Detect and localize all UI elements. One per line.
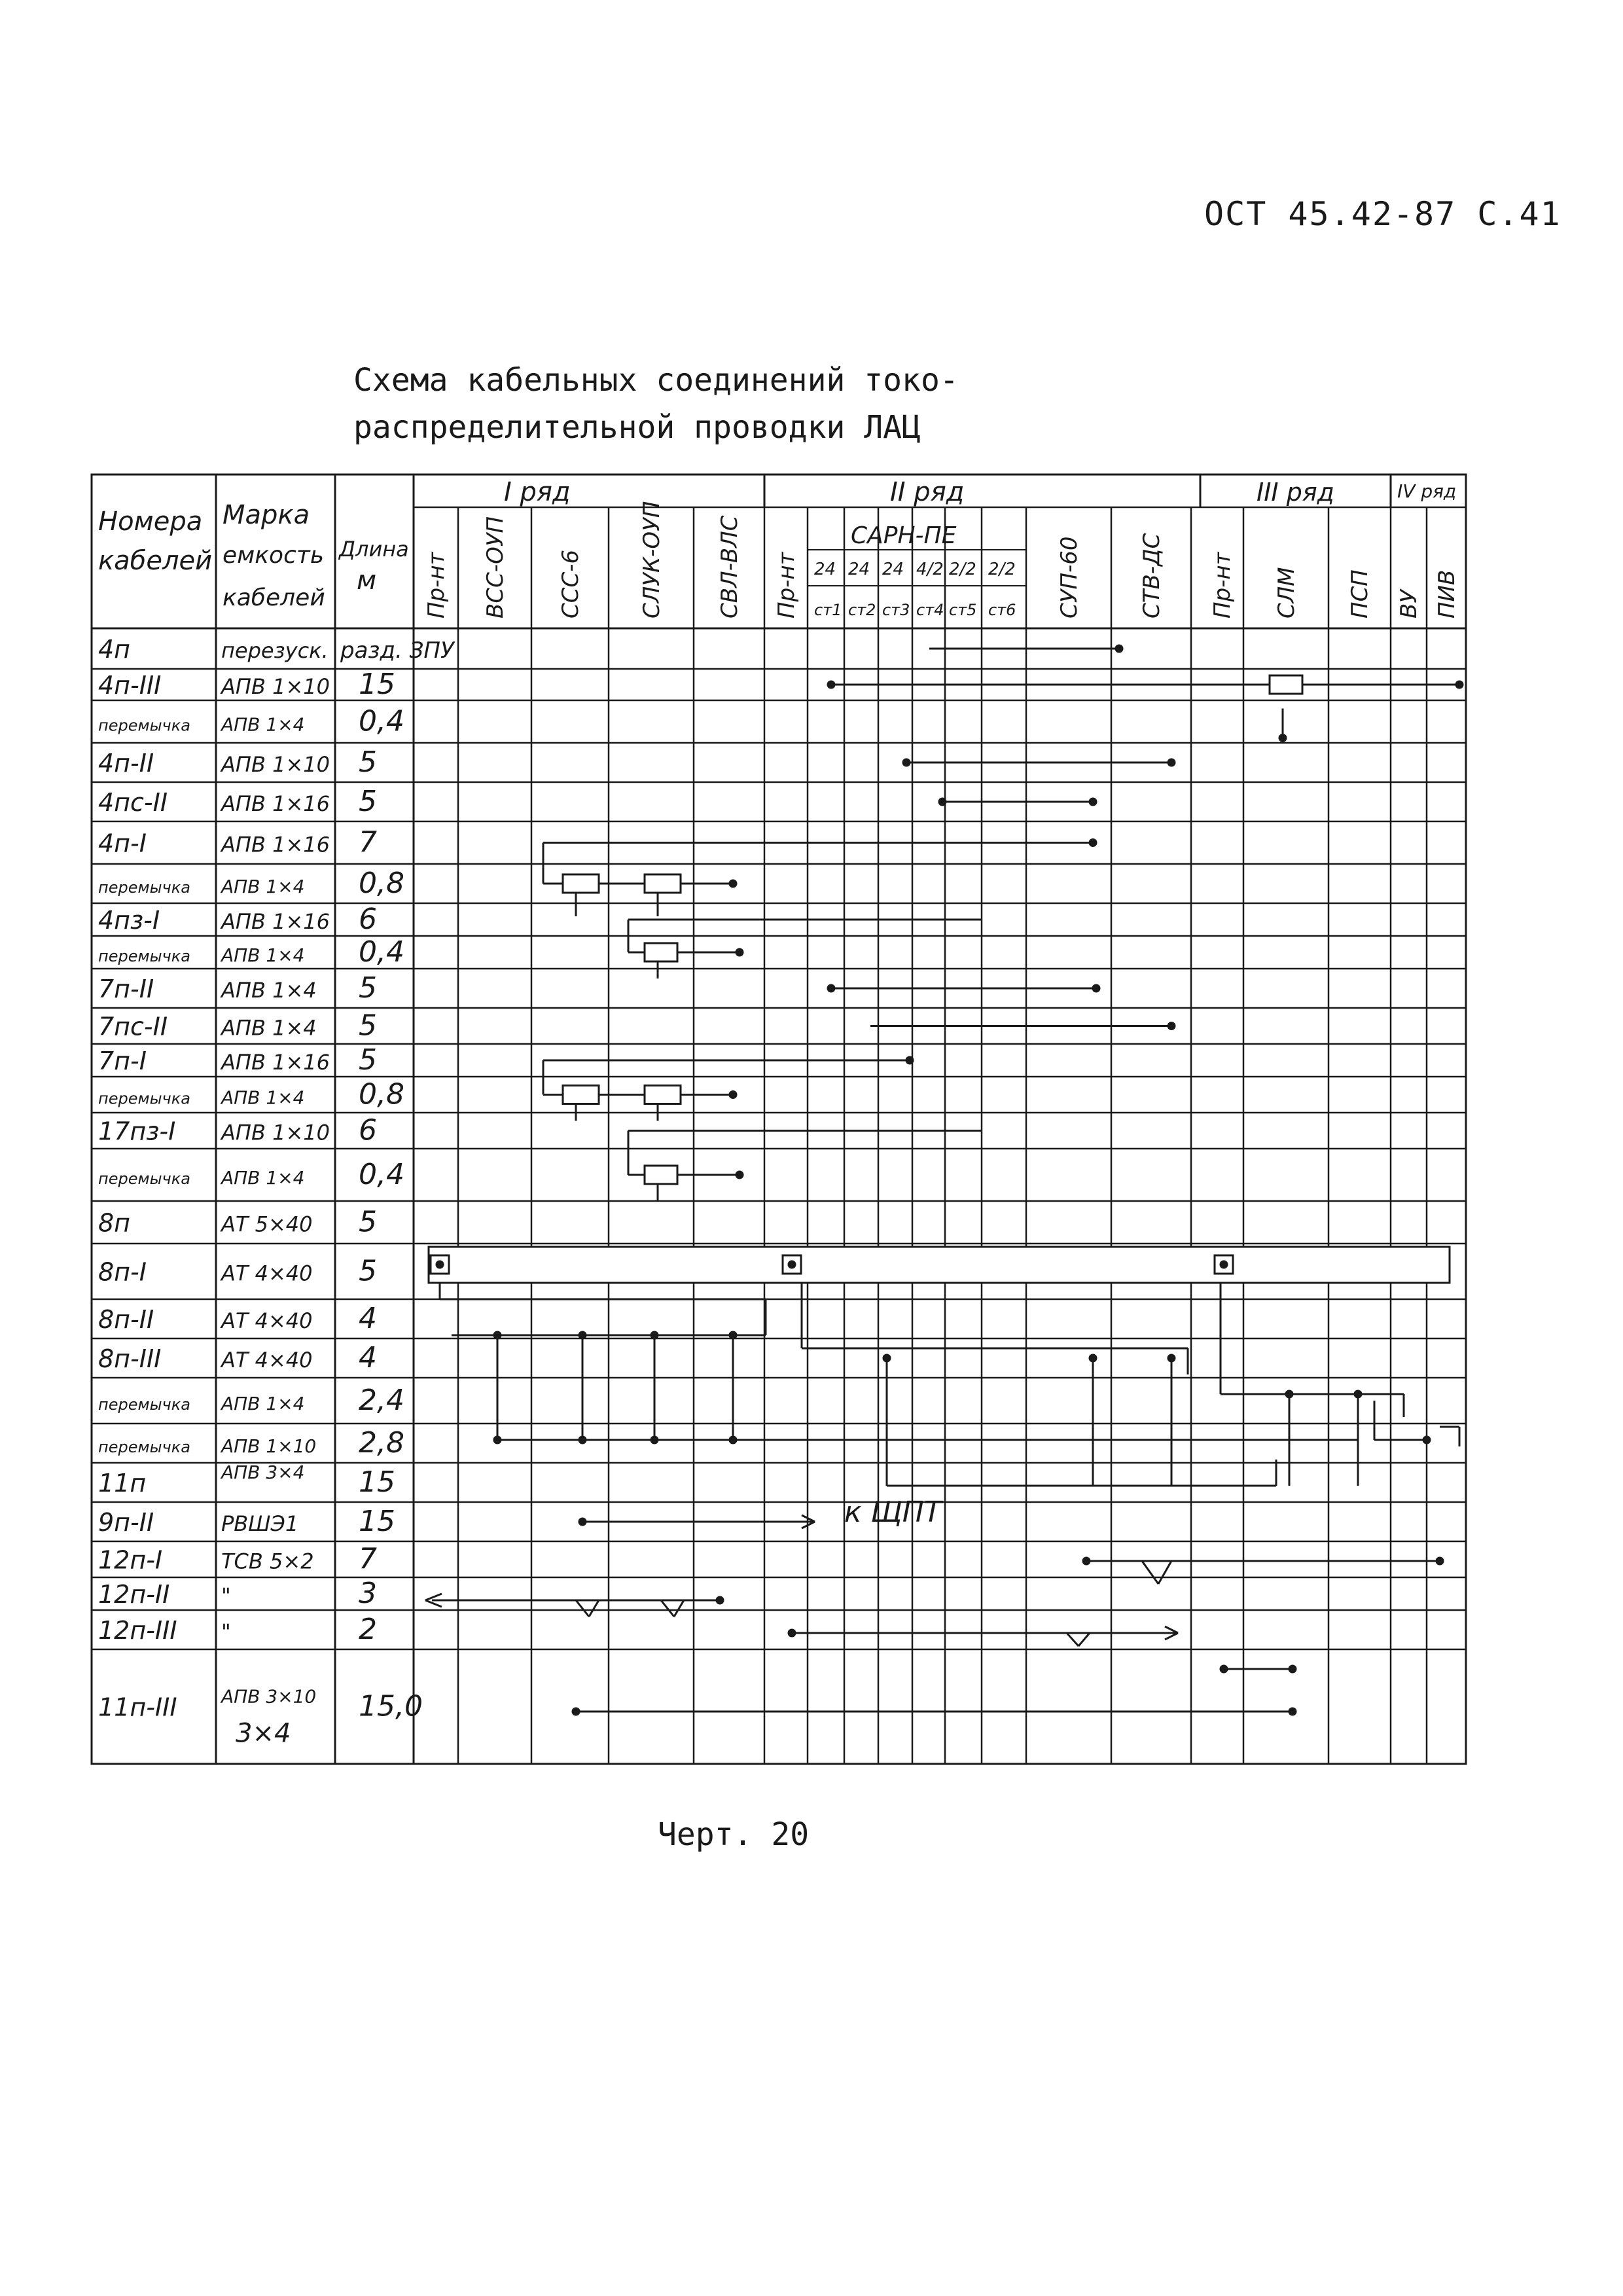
header-column-label: СВЛ-ВЛС [717,515,743,619]
row-length: 2 [359,1613,377,1646]
wire-terminal [1093,985,1099,992]
row-note: разд. ЗПУ [340,637,454,664]
wire [1142,1561,1158,1584]
row-brand: АПВ 3×4 [221,1462,305,1483]
table-headers [98,477,1460,619]
row-cable-number: перемычка [98,1395,190,1414]
wire-terminal [437,1261,443,1268]
row-cable-number: 12п-III [98,1616,177,1645]
row-cable-number: 8п-III [98,1344,162,1373]
row-brand: перезуск. [221,638,329,663]
row-brand: АТ 4×40 [221,1348,313,1372]
row-cable-number: перемычка [98,878,190,897]
wire-terminal [730,880,736,887]
header-column-label: ПИВ [1434,569,1460,619]
row-length: 0,4 [359,1158,404,1191]
wire-terminal [1456,681,1463,688]
header-column-label: Пр-нт [1209,552,1236,619]
row-cable-number: 4п-II [98,749,154,778]
wire [1067,1633,1079,1646]
header-length: м [357,565,377,596]
wire-terminal [1279,735,1286,742]
document-reference: ОСТ 45.42-87 С.41 [1204,195,1561,233]
row-cable-number: 12п-I [98,1545,163,1575]
row-cable-number: перемычка [98,947,190,965]
row-length: 4 [359,1302,377,1335]
row-brand: АПВ 1×4 [221,1167,305,1189]
wire-terminal [883,1355,890,1361]
row-length: 5 [359,745,377,779]
wire-terminal [1289,1708,1296,1715]
header-column-label: СЛУК-ОУП [639,501,665,619]
row-length: 7 [359,1542,377,1576]
row-cable-number: 8п [98,1208,131,1238]
wire-terminal [1168,759,1175,766]
row-length: 0,8 [359,1077,404,1111]
wire-terminal [1083,1558,1090,1564]
row-cable-number: 12п-II [98,1580,170,1609]
row-length: 6 [359,1113,377,1147]
header-sarn-station: ст3 [882,601,910,619]
row-length: 15 [359,668,395,701]
figure-caption: Черт. 20 [658,1816,810,1853]
wire-terminal [579,1518,586,1525]
terminal-block [1270,675,1302,694]
row-length: 3 [359,1577,377,1610]
row-brand: РВШЭ1 [221,1511,299,1536]
row-length: 15 [359,1465,395,1499]
title-line-1: Схема кабельных соединений токо- [353,362,959,399]
wire-terminal [494,1332,501,1338]
wire-terminal [828,681,834,688]
row-brand: АПВ 1×10 [221,752,330,777]
row-cable-number: 7пс-II [98,1012,168,1041]
row-length: 0,8 [359,867,404,900]
row-cable-number: 4п [98,635,131,664]
terminal-block [645,874,681,893]
wire-terminal [906,1057,913,1064]
header-row-3: III ряд [1257,478,1334,507]
header-column-label: СЛМ [1274,567,1300,619]
wire-terminal [1221,1261,1227,1268]
header-column-label: ВУ [1396,589,1422,619]
wire-terminal [1286,1391,1293,1397]
row-brand: АТ 5×40 [221,1211,313,1237]
header-sarn-sub: 24 [814,560,836,579]
terminal-block [563,1086,599,1104]
terminal-block [645,943,677,961]
terminal-block [645,1166,677,1184]
header-column-label: СТВ-ДС [1139,533,1165,619]
header-column-label: СУП-60 [1056,536,1082,619]
row-cable-number: 8п-I [98,1257,147,1287]
row-cable-number: перемычка [98,716,190,735]
row-length: 5 [359,1043,377,1077]
row-brand: АПВ 1×4 [221,1393,305,1414]
wire-terminal [828,985,834,992]
wire [589,1600,599,1617]
wire-terminal [1221,1666,1227,1672]
header-sarn-sub: 4/2 [916,560,944,579]
header-sarn-station: ст6 [988,601,1016,619]
row-cable-number: 4п-I [98,829,147,858]
row-length: 2,8 [359,1426,404,1460]
row-brand: АПВ 3×10 [221,1685,317,1708]
row-length: 5 [359,971,377,1005]
wire-terminal [903,759,910,766]
wire-terminal [1355,1391,1361,1397]
row-length: 0,4 [359,704,404,738]
row-cable-number: 4пс-II [98,788,168,817]
header-sarn: САРН-ПЕ [851,522,957,549]
header-sarn-station: ст1 [814,601,842,619]
row-note-shpt: к ЩПТ [844,1496,942,1529]
row-cable-number: 8п-II [98,1305,154,1334]
row-brand: АПВ 1×16 [221,791,330,816]
wire-terminal [939,798,946,805]
row-cable-number: 11п [98,1469,147,1498]
row-cable-number: перемычка [98,1438,190,1456]
wire [1079,1633,1090,1646]
wire [674,1600,684,1617]
row-length: 0,4 [359,935,404,969]
row-brand: " [221,1583,231,1608]
row-length: 5 [359,785,377,818]
wire-terminal [736,949,743,956]
wire-terminal [1090,840,1096,846]
row-brand: АТ 4×40 [221,1308,313,1333]
row-brand: ТСВ 5×2 [221,1549,314,1574]
wire-terminal [789,1630,795,1636]
header-row-1: I ряд [504,477,571,507]
row-length: 5 [359,1009,377,1043]
busbar [429,1247,1450,1283]
row-cable-number: 11п-III [98,1693,177,1722]
wire-terminal [789,1261,795,1268]
row-brand: АПВ 1×4 [221,1086,305,1109]
header-sarn-station: ст5 [949,601,977,619]
wire-terminal [730,1092,736,1098]
row-cable-number: перемычка [98,1170,190,1188]
row-length: 4 [359,1341,377,1374]
wire-terminal [579,1332,586,1338]
wire-terminal [1289,1666,1296,1672]
row-brand: АПВ 1×16 [221,1050,330,1075]
row-cable-number: 17пз-I [98,1117,176,1146]
row-length: 5 [359,1254,377,1288]
row-cable-number: 9п-II [98,1508,154,1537]
header-cable-number: Номера [98,507,203,537]
wire [576,1600,589,1617]
row-cable-number: 4пз-I [98,906,160,935]
terminal-block [645,1086,681,1104]
header-length: Длина [339,537,409,562]
header-row-4: IV ряд [1397,480,1457,502]
header-brand: кабелей [223,584,325,611]
row-brand: АТ 4×40 [221,1261,313,1286]
wire-terminal [1090,1355,1096,1361]
row-brand: АПВ 1×4 [221,713,305,736]
row-brand: " [221,1619,231,1644]
header-sarn-sub: 24 [882,560,904,579]
header-column-label: ПСП [1347,569,1373,619]
row-length: 7 [359,825,377,859]
header-sarn-station: ст4 [916,601,944,619]
header-column-label: ССС-6 [558,549,584,619]
wire-terminal [730,1332,736,1338]
wire [661,1600,674,1617]
header-column-label: ВСС-ОУП [482,516,508,619]
wire-terminal [1168,1023,1175,1030]
row-brand: АПВ 1×4 [221,944,305,966]
row-cable-number: 7п-I [98,1047,147,1075]
header-column-label: Пр-нт [423,552,450,619]
row-brand: АПВ 1×10 [221,674,330,699]
table-rows [98,635,944,1749]
row-brand: АПВ 1×10 [221,1120,330,1145]
header-row-2: II ряд [890,477,965,507]
title-line-2: распределительной проводки ЛАЦ [353,409,921,446]
row-length: 15 [359,1505,395,1538]
header-sarn-sub: 2/2 [988,560,1016,579]
row-brand: АПВ 1×4 [221,978,317,1003]
header-brand: емкость [223,542,325,569]
terminal-block [563,874,599,893]
header-sarn-sub: 24 [848,560,870,579]
header-sarn-sub: 2/2 [949,560,976,579]
row-brand: АПВ 1×16 [221,909,330,934]
row-length: 5 [359,1205,377,1239]
row-brand: 3×4 [236,1718,291,1749]
wire-terminal [1423,1437,1430,1443]
wire-terminal [573,1708,579,1715]
wire-terminal [1168,1355,1175,1361]
wire-terminal [736,1172,743,1178]
row-cable-number: 4п-III [98,671,162,700]
row-brand: АПВ 1×16 [221,832,330,857]
header-brand: Марка [223,500,310,530]
row-length: 2,4 [359,1384,404,1417]
wire-terminal [1116,645,1122,652]
header-cable-number: кабелей [98,546,213,576]
row-length: 15,0 [359,1689,423,1723]
wiring-lines [425,645,1463,1715]
wire-terminal [651,1332,658,1338]
row-length: 6 [359,903,377,936]
row-brand: АПВ 1×4 [221,1015,317,1041]
header-column-label: Пр-нт [774,552,800,619]
header-sarn-station: ст2 [848,601,876,619]
wire-terminal [1090,798,1096,805]
row-cable-number: 7п-II [98,975,154,1003]
wire [1158,1561,1171,1584]
row-brand: АПВ 1×10 [221,1435,317,1457]
wire-terminal [1436,1558,1443,1564]
row-cable-number: перемычка [98,1089,190,1108]
wire-terminal [717,1597,723,1604]
row-brand: АПВ 1×4 [221,876,305,897]
